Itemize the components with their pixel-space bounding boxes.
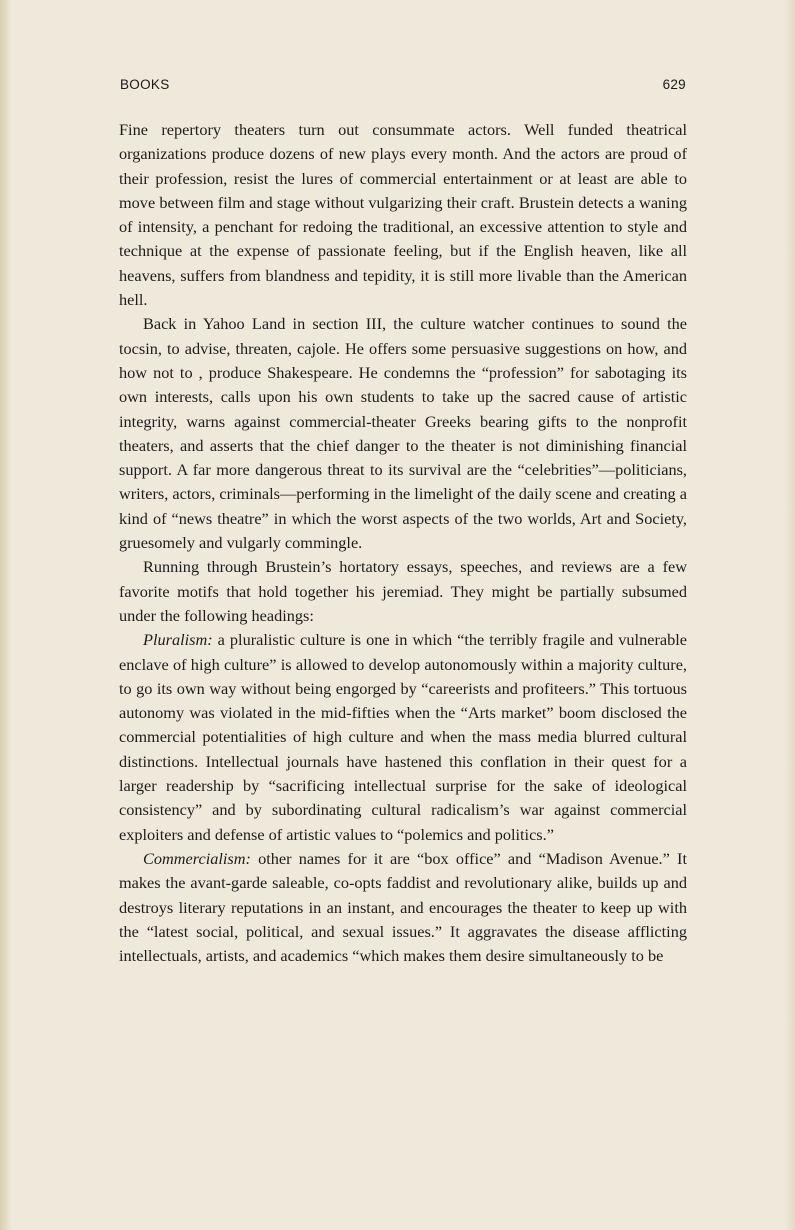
paragraph-text: Back in Yahoo Land in section III, the culture watcher continues to sound the tocsin, to advise, threaten, cajole. He offers some persuasive suggestions on how, and how not to , produce Shakespeare. He condemns the “profession” for sabotaging its own interests, calls upon his own students to take up the sacred cause of artistic integrity, warns against commercial-theater Greeks bearing gifts to the nonprofit theaters, and asserts that the chief danger to the theater is not diminishing financial support. A far more dangerous threat to its survival are the “celebrities”—politicians, writers, actors, criminals—performing in the limelight of the daily scene and creating a kind of “news theatre” in which the worst aspects of the two worlds, Art and Society, gruesomely and vulgarly commingle. [119, 314, 687, 553]
paragraph [119, 628, 687, 847]
section-title: BOOKS [120, 77, 170, 92]
paragraph-text: Fine repertory theaters turn out consummate actors. Well funded theatrical organizations produce dozens of new plays every month. And the actors are proud of their profession, resist the lures of commercial entertainment or at least are able to move between film and stage without vulgarizing their craft. Brustein detects a waning of intensity, a penchant for redoing the traditional, an excessive attention to style and technique at the expense of passionate feeling, but if the English heaven, like all heavens, suffers from blandness and tepidity, it is still more livable than the American hell. [119, 120, 687, 310]
paragraph-text: a pluralistic culture is one in which “the terribly fragile and vulnerable enclave of high culture” is allowed to develop autonomously within a majority culture, to go its own way without being engorged by “careerists and profiteers.” This tortuous autonomy was violated in the mid-fifties when the “Arts market” boom disclosed the commercial potentialities of high culture and when the mass media blurred cultural distinctions. Intellectual journals have hastened this conflation in their quest for a larger readership by “sacrificing intellectual surprise for the sake of ideological consistency” and by subordinating cultural radicalism’s war against commercial exploiters and defense of artistic values to “polemics and politics.” [119, 630, 687, 844]
paragraph [119, 312, 687, 555]
running-head [120, 77, 686, 92]
paragraph-heading: Pluralism: [143, 630, 213, 650]
paragraph-text: other names for it are “box office” and “Madison Avenue.” It makes the avant-garde saleable, co-opts faddist and revolutionary alike, builds up and destroys literary reputations in an instant, and encourages the theater to keep up with the “latest social, political, and sexual issues.” It aggravates the disease afflicting intellectuals, artists, and academics “which makes them desire simultaneously to be [119, 848, 687, 966]
body-text [119, 118, 687, 968]
paragraph [119, 118, 687, 312]
paragraph [119, 555, 687, 628]
page-edge-shadow [0, 0, 12, 1230]
page-number: 629 [662, 77, 686, 92]
paragraph-text: Running through Brustein’s hortatory essays, speeches, and reviews are a few favorite motifs that hold together his jeremiad. They might be partially subsumed under the following headings: [119, 557, 687, 625]
paragraph [119, 847, 687, 968]
paragraph-heading: Commercialism: [143, 848, 251, 868]
page-edge-shadow-right [785, 0, 795, 1230]
